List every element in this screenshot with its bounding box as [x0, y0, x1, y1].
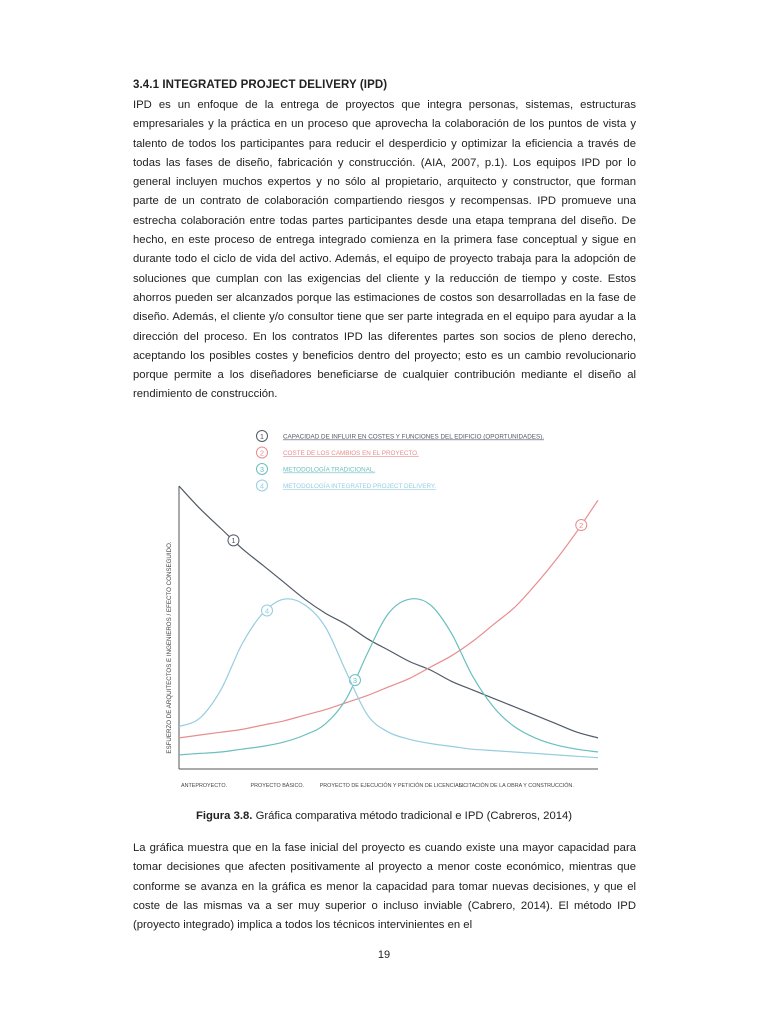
series-line-1	[179, 486, 598, 738]
section-heading: 3.4.1 INTEGRATED PROJECT DELIVERY (IPD)	[133, 79, 388, 91]
phase-label-4: LICITACIÓN DE LA OBRA Y CONSTRUCCIÓN.	[458, 783, 574, 789]
caption-label: Figura 3.8.	[195, 810, 253, 822]
series-line-4	[179, 599, 598, 758]
chart-legend	[257, 431, 545, 492]
chart-phase-labels	[181, 782, 574, 789]
y-axis-label: ESFUERZO DE ARQUITECTOS E INGENIEROS / EFECTO CONSEGUIDO.	[166, 541, 173, 754]
phase-label-2: PROYECTO BÁSICO.	[250, 783, 305, 789]
series-marker-number-4: 4	[264, 606, 270, 616]
paragraph-analysis: La gráfica muestra que en la fase inicial del proyecto es cuando existe una mayor capacidad para tomar decisiones que afecten positivamente al proyecto a menor coste económico, mientras que conforme se avanza en la gráfica es menor la capacidad para tomar nuevas decisiones, y que el coste de las mismas va a ser muy superior o incluso inviable (Cabrero, 2014). El método IPD (proyecto integrado) implica a todos los técnicos intervinientes en el	[133, 842, 636, 932]
legend-label-2: COSTE DE LOS CAMBIOS EN EL PROYECTO.	[283, 450, 419, 457]
phase-label-3: PROYECTO DE EJECUCIÓN Y PETICIÓN DE LICENCIAS.	[319, 783, 464, 789]
caption-text: Gráfica comparativa método tradicional e IPD (Cabreros, 2014)	[252, 810, 573, 822]
page-number: 19	[377, 949, 391, 961]
legend-marker-number-1: 1	[259, 431, 265, 441]
series-marker-number-1: 1	[231, 536, 236, 546]
phase-label-1: ANTEPROYECTO.	[181, 783, 228, 789]
series-line-2	[179, 500, 598, 738]
chart-axes	[179, 486, 598, 769]
legend-label-4: METODOLOGÍA INTEGRATED PROJECT DELIVERY.	[283, 483, 437, 490]
legend-marker-number-3: 3	[259, 464, 265, 474]
chart-series	[179, 486, 598, 758]
legend-label-1: CAPACIDAD DE INFLUIR EN COSTES Y FUNCIONES DEL EDIFICIO (OPORTUNIDADES).	[283, 433, 545, 441]
series-line-3	[179, 599, 598, 755]
series-marker-number-3: 3	[352, 675, 358, 685]
legend-label-3: METODOLOGÍA TRADICIONAL.	[283, 466, 376, 474]
figure-caption	[0, 810, 768, 822]
legend-marker-number-2: 2	[259, 448, 265, 458]
legend-marker-number-4: 4	[259, 481, 265, 491]
paragraph-intro: IPD es un enfoque de la entrega de proyectos que integra personas, sistemas, estructuras empresariales y la práctica en un proceso que aprovecha la colaboración de los puntos de vista y talento de todos los participantes para reducir el desperdicio y optimizar la eficiencia a través de todas las fases de diseño, fabricación y construcción. (AIA, 2007, p.1). Los equipos IPD por lo general incluyen muchos expertos y no sólo al propietario, arquitecto y constructor, que forman parte de un contrato de colaboración compartiendo riesgos y recompensas. IPD promueve una estrecha colaboración entre todas partes participantes desde una etapa temprana del diseño. De hecho, en este proceso de entrega integrado comienza en la primera fase conceptual y sigue en durante todo el ciclo de vida del activo. Además, el equipo de proyecto trabaja para la adopción de soluciones que cumplan con las exigencias del cliente y la reducción de tiempo y coste. Estos ahorros pueden ser alcanzados porque las estimaciones de costos son desarrolladas en la fase de diseño. Además, el cliente y/o consultor tiene que ser parte integrada en el equipo para ayudar a la dirección del proceso. En los contratos IPD las diferentes partes son socios de pleno derecho, aceptando los posibles costes y beneficios dentro del proyecto; esto es un cambio revolucionario porque permite a los diseñadores beneficiarse de cualquier contribución mediante el diseño al rendimiento de construcción.	[133, 99, 636, 401]
series-marker-number-2: 2	[579, 520, 584, 530]
chart-ylabel-group	[166, 541, 173, 754]
